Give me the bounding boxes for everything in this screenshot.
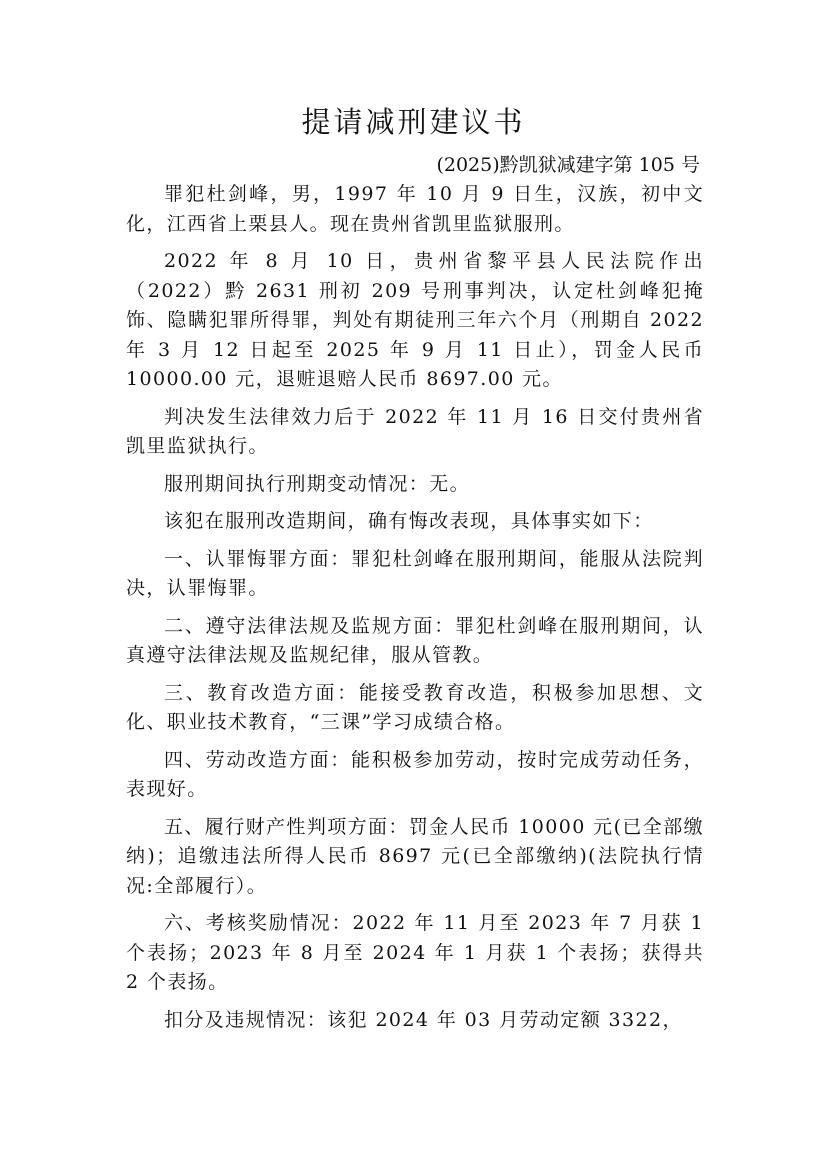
paragraph-prisoner-info: 罪犯杜剑峰，男，1997 年 10 月 9 日生，汉族，初中文化，江西省上栗县人。现在贵州省凯里监狱服刑。 — [126, 183, 704, 235]
paragraph-item-1: 一、认罪悔罪方面：罪犯杜剑峰在服刑期间，能服从法院判决，认罪悔罪。 — [126, 547, 704, 599]
document-body — [126, 180, 704, 1043]
document-number: (2025)黔凯狱减建字第 105 号 — [436, 154, 700, 176]
document-title: 提请减刑建议书 — [301, 105, 526, 139]
paragraph-item-5: 五、履行财产性判项方面：罚金人民币 10000 元(已全部缴纳)；追缴违法所得人民币 8697 元(已全部缴纳)(法院执行情况:全部履行）。 — [126, 815, 704, 897]
paragraph-delivery: 判决发生法律效力后于 2022 年 11 月 16 日交付贵州省凯里监狱执行。 — [126, 405, 704, 457]
paragraph-item-3: 三、教育改造方面：能接受教育改造，积极参加思想、文化、职业技术教育，“三课”学习成绩合格。 — [126, 681, 704, 733]
paragraph-repentance-intro: 该犯在服刑改造期间，确有悔改表现，具体事实如下： — [164, 510, 654, 532]
paragraph-item-6: 六、考核奖励情况：2022 年 11 月至 2023 年 7 月获 1 个表扬；2023 年 8 月至 2024 年 1 月获 1 个表扬；获得共 2 个表扬。 — [126, 912, 704, 993]
paragraph-item-2: 二、遵守法律法规及监规方面：罪犯杜剑峰在服刑期间，认真遵守法律法规及监规纪律，服从管教。 — [126, 614, 704, 666]
paragraph-deductions: 扣分及违规情况：该犯 2024 年 03 月劳动定额 3322， — [164, 1008, 683, 1031]
paragraph-item-4: 四、劳动改造方面：能积极参加劳动，按时完成劳动任务，表现好。 — [126, 748, 704, 800]
paragraph-sentence-change: 服刑期间执行刑期变动情况：无。 — [164, 472, 471, 495]
paragraph-judgment: 2022 年 8 月 10 日，贵州省黎平县人民法院作出（2022）黔 2631 刑初 209 号刑事判决，认定杜剑峰犯掩饰、隐瞒犯罪所得罪，判处有期徒刑三年六个月（刑期自 2022 年 3 月 12 日起至 2025 年 9 月 11 日止），罚金人民币 10000.00 元，退赃退赔人民币 8697.00 元。 — [126, 250, 704, 390]
